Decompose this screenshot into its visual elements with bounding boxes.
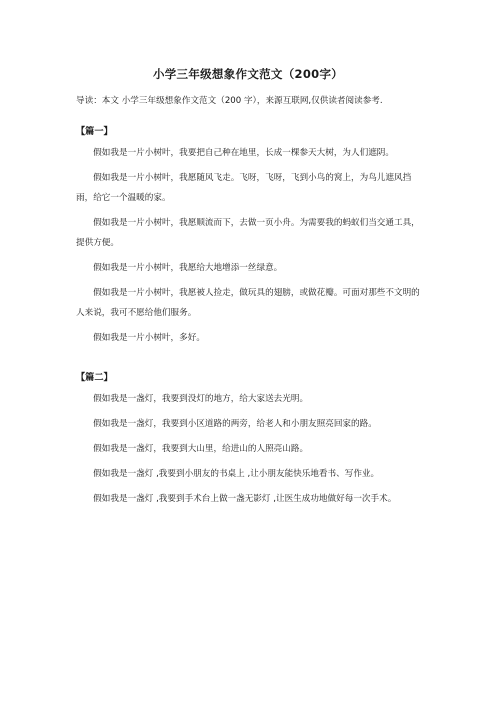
document-title: 小学三年级想象作文范文（200字）	[152, 67, 344, 81]
paragraph: 假如我是一盏灯 ,我要到小朋友的书桌上 ,让小朋友能快乐地看书、写作业。	[93, 469, 380, 479]
paragraph: 假如我是一盏灯，我要到小区道路的两旁，给老人和小朋友照亮回家的路。	[93, 419, 377, 429]
paragraph: 假如我是一片小树叶，我愿给大地增添一丝绿意。	[93, 263, 283, 273]
paragraph: 假如我是一盏灯 ,我要到手术台上做一盏无影灯 ,让医生成功地做好每一次手术。	[93, 494, 397, 504]
section-1	[76, 121, 422, 348]
section-heading: 【篇二】	[76, 372, 113, 383]
paragraph: 假如我是一片小树叶，我要把自己种在地里，长成一棵参天大树，为人们遮阴。	[93, 148, 394, 158]
paragraph: 假如我是一盏灯，我要到没灯的地方，给大家送去光明。	[93, 394, 309, 404]
paragraph: 假如我是一片小树叶，我愿被人捡走，做玩具的翅膀，或做花瓣。可面对那些不文明的人来说，我可不愿给他们服务。	[76, 288, 420, 318]
document-body	[76, 91, 422, 514]
paragraph: 假如我是一片小树叶，多好。	[93, 333, 205, 343]
section-spacer	[76, 353, 422, 367]
section-heading: 【篇一】	[76, 126, 113, 137]
document-summary: 导读：本文 小学三年级想象作文范文（200 字），来源互联网,仅供读者阅读参考.	[76, 96, 383, 106]
section-2	[76, 367, 422, 509]
paragraph: 假如我是一盏灯，我要到大山里，给进山的人照亮山路。	[93, 444, 309, 454]
paragraph: 假如我是一片小树叶，我愿随风飞走。飞呀，飞呀，飞到小鸟的窝上，为鸟儿遮风挡雨，给它一个温暖的家。	[76, 173, 412, 203]
paragraph: 假如我是一片小树叶，我愿顺流而下，去做一页小舟。为需要我的蚂蚁们当交通工具，提供方便。	[76, 218, 420, 248]
